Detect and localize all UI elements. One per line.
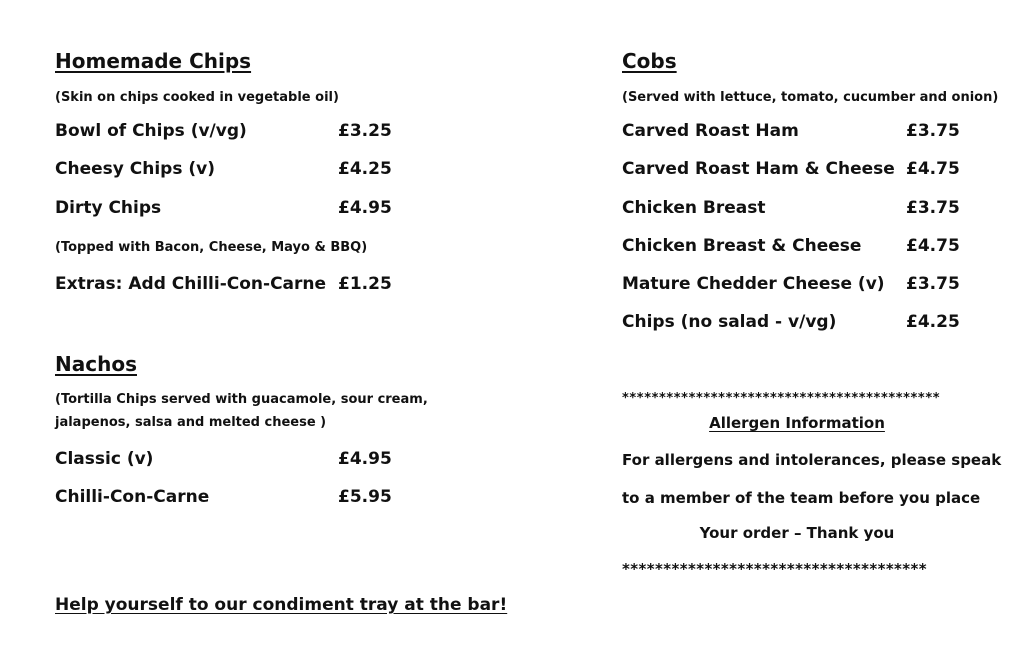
- allergen-line-1: For allergens and intolerances, please speak: [622, 451, 1002, 469]
- cobs-note: (Served with lettuce, tomato, cucumber and onion): [622, 90, 999, 105]
- menu-item-price: £3.75: [906, 274, 960, 294]
- menu-item-price: £3.75: [906, 121, 960, 141]
- menu-item-name: Dirty Chips: [55, 198, 162, 218]
- nachos-note-line2: jalapenos, salsa and melted cheese ): [55, 415, 327, 430]
- menu-item-name: Carved Roast Ham & Cheese: [622, 159, 895, 179]
- menu-item-price: £4.95: [338, 449, 392, 469]
- nachos-heading: Nachos: [55, 352, 137, 376]
- menu-item-price: £3.75: [906, 198, 960, 218]
- menu-item-price: £4.95: [338, 198, 392, 218]
- menu-item-name: Chicken Breast: [622, 198, 766, 218]
- menu-item-name: Carved Roast Ham: [622, 121, 799, 141]
- menu-item-name: Classic (v): [55, 449, 154, 469]
- extras-item-name: Extras: Add Chilli-Con-Carne: [55, 274, 327, 294]
- condiment-footer: Help yourself to our condiment tray at the bar!: [55, 595, 508, 615]
- allergen-line-3: Your order – Thank you: [699, 524, 895, 542]
- menu-item-name: Chilli-Con-Carne: [55, 487, 210, 507]
- allergen-line-2: to a member of the team before you place: [622, 489, 981, 507]
- menu-item-name: Chips (no salad - v/vg): [622, 312, 837, 332]
- menu-item-price: £4.75: [906, 236, 960, 256]
- menu-item-price: £4.25: [906, 312, 960, 332]
- stars-divider-bottom: *************************************: [622, 560, 928, 578]
- chips-heading: Homemade Chips: [55, 49, 252, 73]
- menu-item-name: Cheesy Chips (v): [55, 159, 215, 179]
- stars-divider-top: *******************************************: [622, 391, 941, 406]
- menu-item-price: £3.25: [338, 121, 392, 141]
- dirty-chips-note: (Topped with Bacon, Cheese, Mayo & BBQ): [55, 240, 368, 255]
- menu-item-name: Bowl of Chips (v/vg): [55, 121, 247, 141]
- menu-item-name: Chicken Breast & Cheese: [622, 236, 862, 256]
- menu-item-price: £5.95: [338, 487, 392, 507]
- chips-note: (Skin on chips cooked in vegetable oil): [55, 90, 339, 105]
- extras-item-price: £1.25: [338, 274, 392, 294]
- cobs-heading: Cobs: [622, 49, 677, 73]
- menu-item-price: £4.25: [338, 159, 392, 179]
- allergen-title: Allergen Information: [709, 414, 885, 432]
- menu-item-price: £4.75: [906, 159, 960, 179]
- menu-item-name: Mature Chedder Cheese (v): [622, 274, 885, 294]
- nachos-note-line1: (Tortilla Chips served with guacamole, sour cream,: [55, 392, 428, 407]
